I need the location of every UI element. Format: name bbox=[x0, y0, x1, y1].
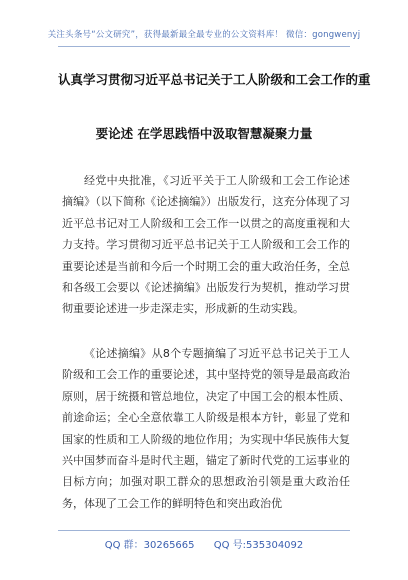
body-paragraph-1: 经党中央批准，《习近平关于工人阶级和工会工作论述摘编》（以下简称《论述摘编》）出版发行，这充分体现了习近平总书记对工人阶级和工会工作一以贯之的高度重视和大力支持。学习贯彻习近平总书记关于工人阶级和工会工作的重要论述是当前和今后一个时期工会的重大政治任务，全总和各级工会要以《论述摘编》出版发行为契机，推动学习贯彻重要论述进一步走深走实，形成新的生动实践。 bbox=[62, 174, 350, 316]
body-paragraph-2: 《论述摘编》从8个专题摘编了习近平总书记关于工人阶级和工会工作的重要论述，其中坚持党的领导是最高政治原则，居于统摄和管总地位，决定了中国工会的根本性质、前途命运；全心全意依靠工人阶级是根本方针，彰显了党和国家的性质和工人阶级的地位作用；为实现中华民族伟大复兴中国梦而奋斗是时代主题，锚定了新时代党的工运事业的目标方向；加强对职工群众的思想政治引领是重大政治任务，体现了工会工作的鲜明特色和突出政治优 bbox=[62, 347, 350, 510]
header-divider bbox=[58, 46, 350, 47]
footer-contact bbox=[0, 536, 408, 551]
document-title-line-2: 要论述 在学思践悟中汲取智慧凝聚力量 bbox=[95, 126, 313, 141]
footer-qq-number: QQ 号:535304092 bbox=[213, 540, 304, 551]
footer-divider bbox=[58, 530, 350, 531]
header-promo-note: 关注头条号“公文研究”，获得最新最全最专业的公文资料库！ 微信：gongwenyj bbox=[47, 30, 361, 40]
document-title-line-1: 认真学习贯彻习近平总书记关于工人阶级和工会工作的重 bbox=[58, 72, 371, 87]
footer-qq-group: QQ 群：30265665 bbox=[104, 540, 195, 551]
